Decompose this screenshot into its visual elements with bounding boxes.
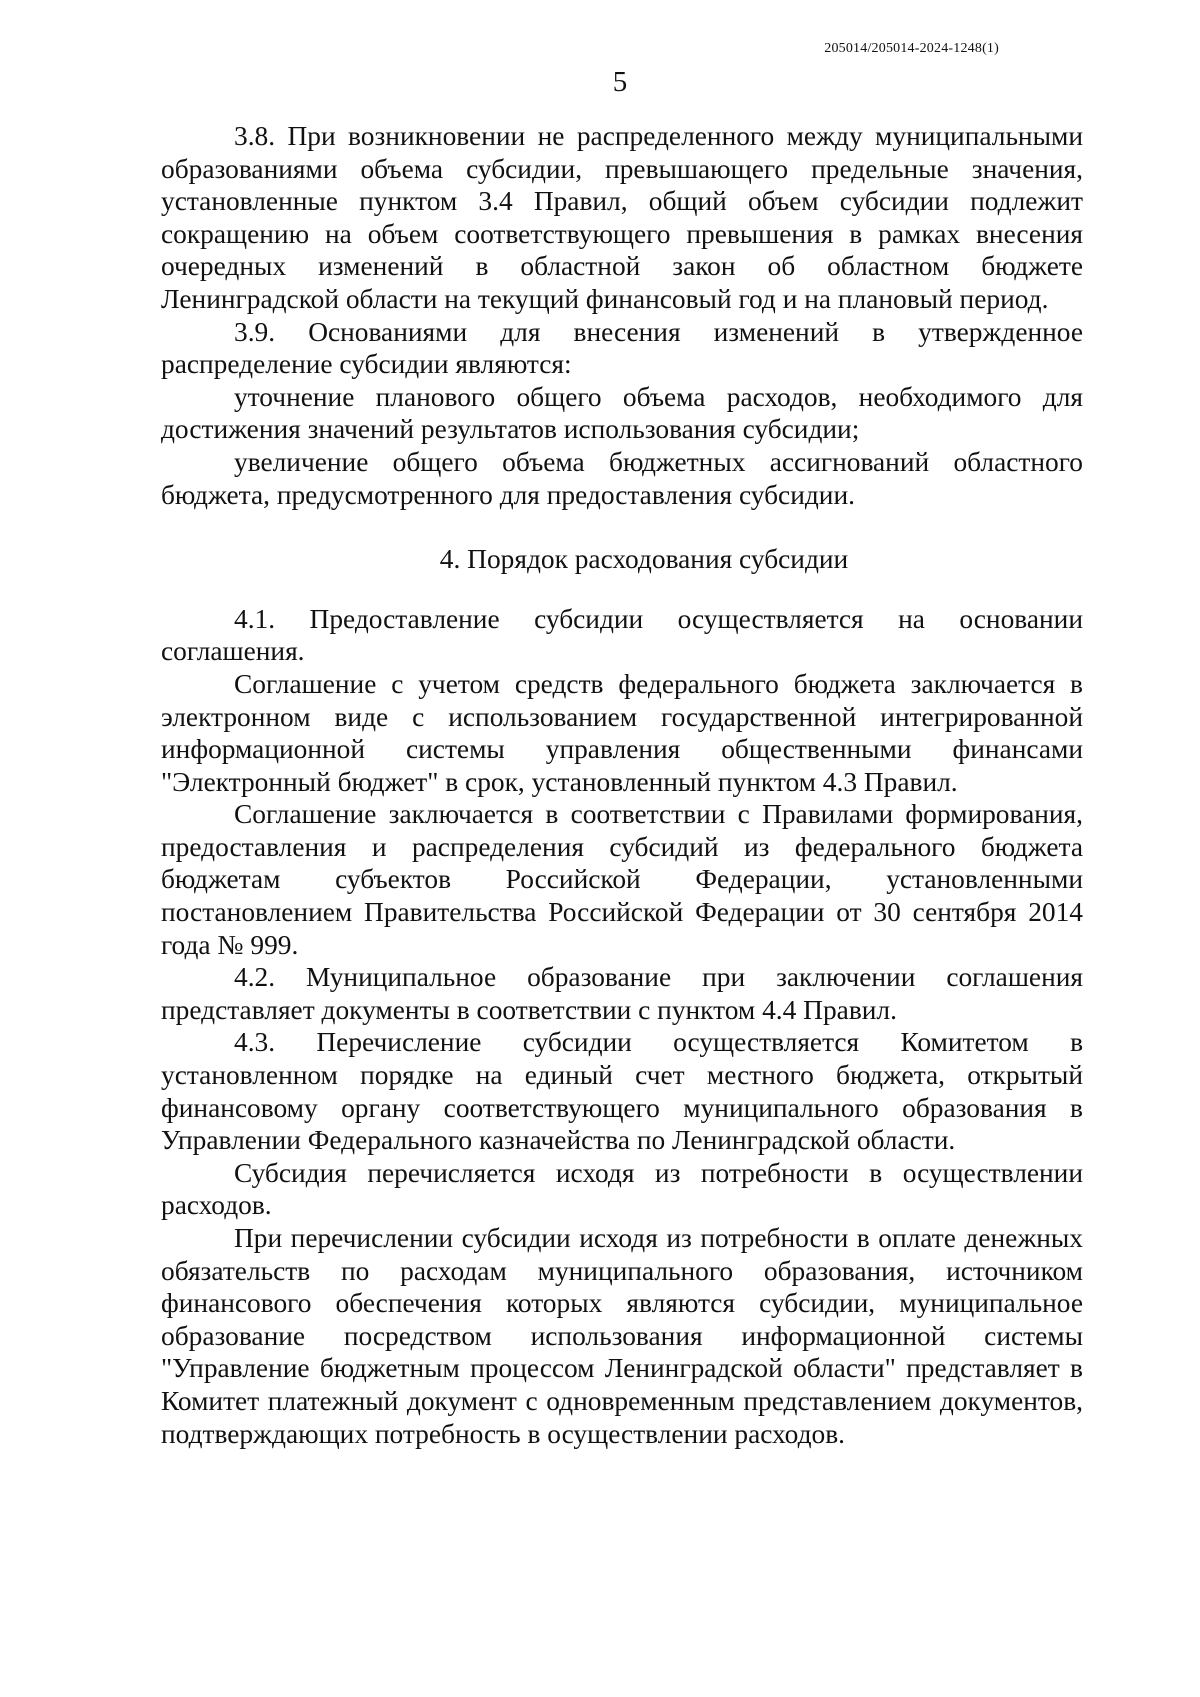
document-body	[161, 120, 1083, 1450]
paragraph-4-2: 4.2. Муниципальное образование при заключении соглашения представляет документы в соответствии с пунктом 4.4 Правил.	[161, 962, 1083, 1025]
paragraph-4-3-payment-document: При перечислении субсидии исходя из потребности в оплате денежных обязательств по расходам муниципального образования, источником финансового обеспечения которых являются субсидии, муниципальное образование посредством использования информационной системы "Управление бюджетным процессом Ленинградской области" представляет в Комитет платежный документ с одновременным представлением документов, подтверждающих потребность в осуществлении расходов.	[161, 1223, 1083, 1449]
page-number: 5	[612, 66, 628, 98]
paragraph-3-8: 3.8. При возникновении не распределенного между муниципальными образованиями объема субсидии, превышающего предельные значения, установленные пунктом 3.4 Правил, общий объем субсидии подлежит сокращению на объем соответствующего превышения в рамках внесения очередных изменений в областной закон об областном бюджете Ленинградской области на текущий финансовый год и на плановый период.	[161, 121, 1083, 314]
document-id: 205014/205014-2024-1248(1)	[824, 41, 999, 56]
paragraph-4-1-agreement-rules: Соглашение заключается в соответствии с Правилами формирования, предоставления и распределения субсидий из федерального бюджета бюджетам субъектов Российской Федерации, установленными постановлением Правительства Российской Федерации от 30 сентября 2014 года № 999.	[161, 799, 1083, 960]
paragraph-4-3-transfer: Субсидия перечисляется исходя из потребности в осуществлении расходов.	[161, 1157, 1083, 1221]
paragraph-4-1: 4.1. Предоставление субсидии осуществляется на основании соглашения.	[161, 603, 1083, 667]
paragraph-4-3: 4.3. Перечисление субсидии осуществляется Комитетом в установленном порядке на единый счет местного бюджета, открытый финансовому органу соответствующего муниципального образования в Управлении Федерального казначейства по Ленинградской области.	[161, 1027, 1083, 1156]
paragraph-3-9-item-2: увеличение общего объема бюджетных ассигнований областного бюджета, предусмотренного для предоставления субсидии.	[161, 446, 1083, 510]
section-4-heading: 4. Порядок расходования субсидии	[439, 544, 849, 575]
paragraph-3-9: 3.9. Основаниями для внесения изменений в утвержденное распределение субсидии являются:	[161, 316, 1083, 380]
paragraph-4-1-electronic-agreement: Соглашение с учетом средств федерального бюджета заключается в электронном виде с использованием государственной интегрированной информационной системы управления общественными финансами "Электронный бюджет" в срок, установленный пунктом 4.3 Правил.	[161, 668, 1083, 797]
paragraph-3-9-item-1: уточнение планового общего объема расходов, необходимого для достижения значений результатов использования субсидии;	[161, 381, 1083, 445]
